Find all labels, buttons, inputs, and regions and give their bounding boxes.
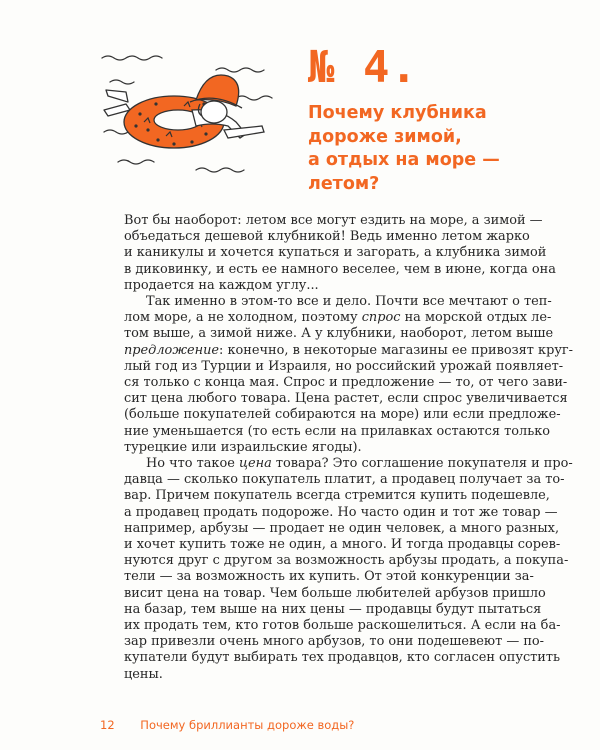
- text-run: : конечно, в некоторые магазины ее привозят круг-: [219, 342, 574, 358]
- text-run: Так именно в этом-то все и дело. Почти все мечтают о теп-: [146, 294, 552, 310]
- text-line: [124, 213, 543, 229]
- text-run: купатели будут выбирать тех продавцов, кто согласен опустить: [124, 650, 561, 666]
- page-number: 12: [100, 718, 115, 732]
- text-line: [124, 326, 554, 342]
- text-line: [124, 504, 558, 521]
- text-line: [124, 650, 561, 666]
- text-run: и каникулы и хочется купаться и загорать, а клубника зимой: [124, 245, 547, 261]
- paragraph: [124, 213, 556, 294]
- text-run: например, арбузы — продает не один человек, а много разных,: [124, 520, 560, 536]
- text-line: [124, 585, 546, 602]
- body-text: [124, 213, 574, 683]
- text-line: [124, 342, 574, 359]
- text-run: товара? Это соглашение покупателя и про-: [271, 456, 573, 472]
- text-line: [124, 601, 542, 618]
- chapter-title-line: летом?: [308, 173, 380, 194]
- text-run: на морской отдых ле-: [400, 310, 552, 326]
- text-line: [124, 569, 534, 585]
- girl-swimming-on-strawberry-float-icon: [96, 52, 282, 180]
- page-footer: [100, 718, 354, 732]
- text-line: [124, 553, 569, 569]
- text-line: [124, 520, 560, 537]
- text-run: а продавец продать подороже. Но часто один и тот же товар —: [124, 504, 558, 520]
- chapter-title-line: а отдых на море —: [308, 150, 500, 170]
- text-line: [124, 358, 564, 375]
- text-run: продается на каждом углу...: [124, 277, 319, 293]
- running-title: Почему бриллианты дороже воды?: [140, 718, 355, 732]
- chapter-title-line: Почему клубника: [308, 103, 487, 123]
- text-line: [124, 456, 573, 472]
- text-run: турецкие или израильские ягоды).: [124, 439, 362, 455]
- emphasized-term: предложение: [124, 342, 220, 358]
- text-run: и хочет купить тоже не один, а много. И тогда продавцы сорев-: [124, 537, 561, 553]
- text-run: цены.: [124, 666, 163, 682]
- text-run: вар. Причем покупатель всегда стремится купить подешевле,: [124, 488, 550, 504]
- text-line: [124, 488, 550, 504]
- text-run: тели — за возможность их купить. От этой конкуренции за-: [124, 569, 534, 585]
- chapter-title: [308, 102, 518, 196]
- chapter-title-line: дороже зимой,: [308, 126, 462, 147]
- text-run: в диковинку, и есть ее намного веселее, чем в июне, когда она: [124, 261, 556, 277]
- text-line: [124, 391, 568, 407]
- emphasized-term: цена: [238, 456, 272, 472]
- text-line: [124, 229, 530, 245]
- text-run: лом море, а не холодном, поэтому: [124, 310, 362, 326]
- text-run: лый год из Турции и Израиля, но российский урожай появляет-: [124, 358, 564, 374]
- text-line: [124, 667, 524, 683]
- text-run: Вот бы наоборот: летом все могут ездить на море, а зимой —: [124, 213, 543, 228]
- text-line: [124, 618, 561, 634]
- paragraph: [124, 456, 573, 683]
- text-line: [124, 310, 552, 326]
- text-line: [124, 245, 547, 261]
- text-line: [124, 472, 565, 488]
- text-run: на базар, тем выше на них цены — продавцы будут пытаться: [124, 601, 542, 617]
- text-run: висит цена на товар. Чем больше любителей арбузов пришло: [124, 585, 546, 601]
- text-run: их продать тем, кто готов больше раскошелиться. А если на ба-: [124, 618, 561, 634]
- text-run: давца — сколько покупатель платит, а продавец получает за то-: [124, 472, 565, 488]
- text-run: объедаться дешевой клубникой! Ведь именно летом жарко: [124, 229, 530, 245]
- text-run: зар привезли очень много арбузов, то они подешевеют — по-: [124, 634, 545, 650]
- text-run: сит цена любого товара. Цена растет, если спрос увеличивается: [124, 391, 568, 407]
- text-line: [124, 423, 551, 440]
- text-run: (больше покупателей собираются на море) или если предложе-: [124, 407, 561, 423]
- text-line: [124, 407, 561, 423]
- text-run: ние уменьшается (то есть если на прилавках остаются только: [124, 423, 551, 439]
- text-line: [124, 440, 524, 456]
- paragraph: [124, 294, 574, 456]
- text-line: [124, 375, 568, 391]
- text-line: [124, 537, 561, 553]
- chapter-number: № 4.: [308, 42, 418, 93]
- text-run: ся только с конца мая. Спрос и предложение — то, от чего зави-: [124, 375, 568, 391]
- text-line: [124, 261, 556, 278]
- text-line: [124, 278, 524, 294]
- text-line: [124, 294, 552, 310]
- text-line: [124, 634, 545, 650]
- text-run: Но что такое: [146, 456, 239, 472]
- text-run: том выше, а зимой ниже. А у клубники, наоборот, летом выше: [124, 326, 554, 342]
- text-run: нуются друг с другом за возможность арбузы продать, а покупа-: [124, 553, 569, 569]
- emphasized-term: спрос: [361, 310, 401, 326]
